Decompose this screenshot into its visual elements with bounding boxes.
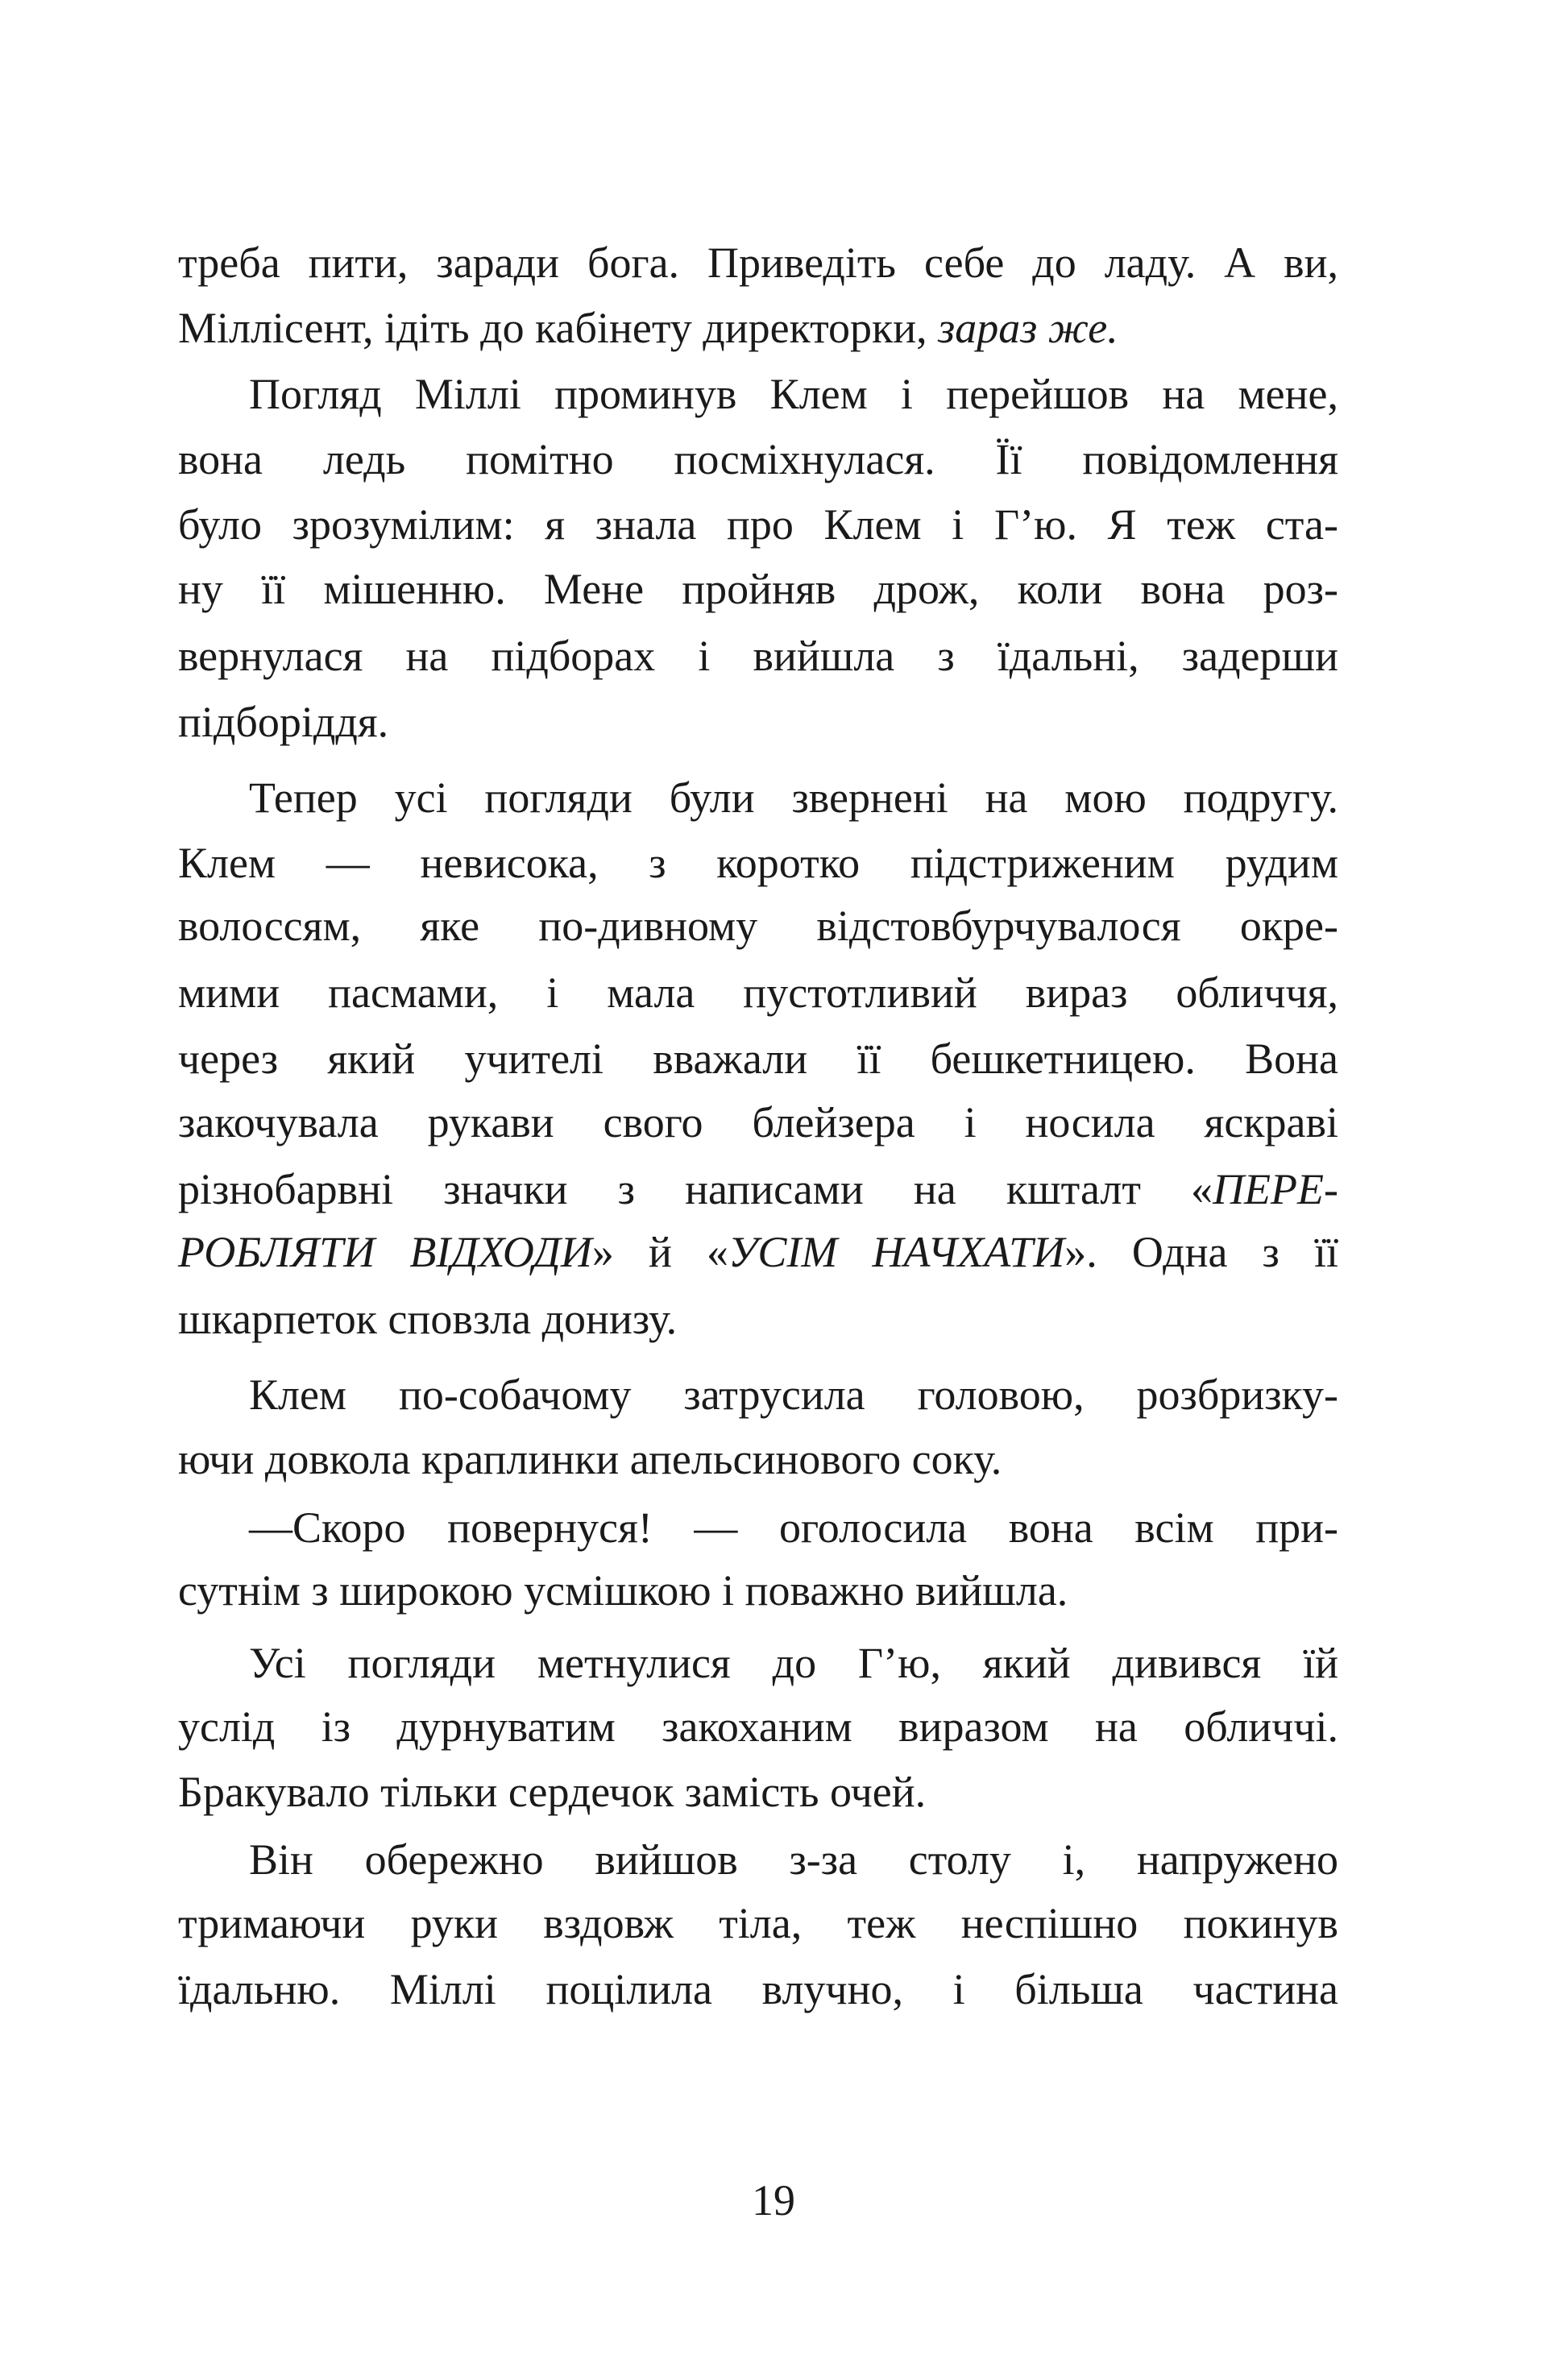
text-segment: Міллісент, ідіть до кабінету директорки, xyxy=(178,303,939,352)
text-segment: Усі погляди метнулися до Г’ю, який дивився їй xyxy=(249,1639,1338,1688)
text-line xyxy=(178,1759,1338,1825)
text-line xyxy=(178,1956,1338,2022)
text-line xyxy=(178,960,1338,1026)
text-line xyxy=(178,1156,1338,1222)
italic-text: УСІМ НАЧХАТИ xyxy=(728,1228,1065,1277)
italic-text: РОБЛЯТИ ВІДХОДИ xyxy=(178,1228,592,1277)
text-segment: вернулася на підборах і вийшла з їдальні, задерши xyxy=(178,631,1338,680)
text-line xyxy=(178,1694,1338,1760)
text-line xyxy=(178,1026,1338,1092)
text-line xyxy=(178,1890,1338,1956)
text-segment: сутнім з широкою усмішкою і поважно вийшла. xyxy=(178,1566,1068,1615)
text-segment: Погляд Міллі проминув Клем і перейшов на мене, xyxy=(249,370,1338,419)
text-line xyxy=(178,1426,1338,1492)
text-line xyxy=(178,295,1338,361)
text-line xyxy=(178,1362,1338,1428)
text-line xyxy=(178,1089,1338,1155)
text-line xyxy=(178,689,1338,755)
text-line xyxy=(178,765,1338,831)
text-line xyxy=(178,1219,1338,1285)
text-segment: шкарпеток сповзла донизу. xyxy=(178,1294,678,1343)
text-segment: через який учителі вважали її бешкетницею. Вона xyxy=(178,1035,1338,1084)
text-segment: ». Одна з її xyxy=(1064,1228,1339,1277)
text-line xyxy=(178,1826,1338,1893)
text-line xyxy=(178,893,1338,959)
text-line xyxy=(178,1630,1338,1696)
text-segment: треба пити, заради бога. Приведіть себе до ладу. А ви, xyxy=(178,238,1338,288)
text-segment: услід із дурнуватим закоханим виразом на обличчі. xyxy=(178,1702,1338,1751)
text-segment: Тепер усі погляди були звернені на мою подругу. xyxy=(249,773,1338,822)
text-segment: Клем по-собачому затрусила головою, розбризку- xyxy=(249,1370,1338,1419)
text-line xyxy=(178,230,1338,296)
text-segment: мими пасмами, і мала пустотливий вираз обличчя, xyxy=(178,968,1338,1017)
text-line xyxy=(178,623,1338,689)
text-segment: різнобарвні значки з написами на кшталт « xyxy=(178,1164,1213,1213)
text-segment: було зрозумілим: я знала про Клем і Г’ю. Я теж ста- xyxy=(178,500,1338,549)
text-segment: Він обережно вийшов з-за столу і, напружено xyxy=(249,1835,1338,1884)
text-line xyxy=(178,1495,1338,1561)
italic-text: зараз же. xyxy=(938,303,1118,352)
text-segment: Бракувало тільки сердечок замість очей. xyxy=(178,1767,927,1816)
text-line xyxy=(178,556,1338,622)
text-line xyxy=(178,491,1338,558)
text-line xyxy=(178,1557,1338,1623)
text-segment: вона ледь помітно посміхнулася. Її повідомлення xyxy=(178,434,1338,483)
text-line xyxy=(178,1286,1338,1352)
text-segment: волоссям, яке по-дивному відстовбурчувалося окре- xyxy=(178,902,1338,951)
text-line xyxy=(178,426,1338,492)
text-line xyxy=(178,830,1338,896)
text-segment: тримаючи руки вздовж тіла, теж неспішно покинув xyxy=(178,1898,1338,1947)
text-segment: підборіддя. xyxy=(178,698,389,747)
text-segment: ну її мішенню. Мене пройняв дрож, коли вона роз- xyxy=(178,565,1338,614)
text-segment: » й « xyxy=(591,1228,729,1277)
text-segment: Клем — невисока, з коротко підстриженим рудим xyxy=(178,838,1338,887)
text-segment: —Скоро повернуся! — оголосила вона всім при- xyxy=(249,1503,1338,1552)
text-segment: їдальню. Міллі поцілила влучно, і більша частина xyxy=(178,1965,1338,2014)
italic-text: ПЕРЕ- xyxy=(1213,1164,1338,1213)
text-segment: закочувала рукави свого блейзера і носила яскраві xyxy=(178,1098,1338,1146)
text-line xyxy=(178,361,1338,427)
text-segment: ючи довкола краплинки апельсинового соку. xyxy=(178,1435,1002,1484)
page-number: 19 xyxy=(752,2176,795,2225)
